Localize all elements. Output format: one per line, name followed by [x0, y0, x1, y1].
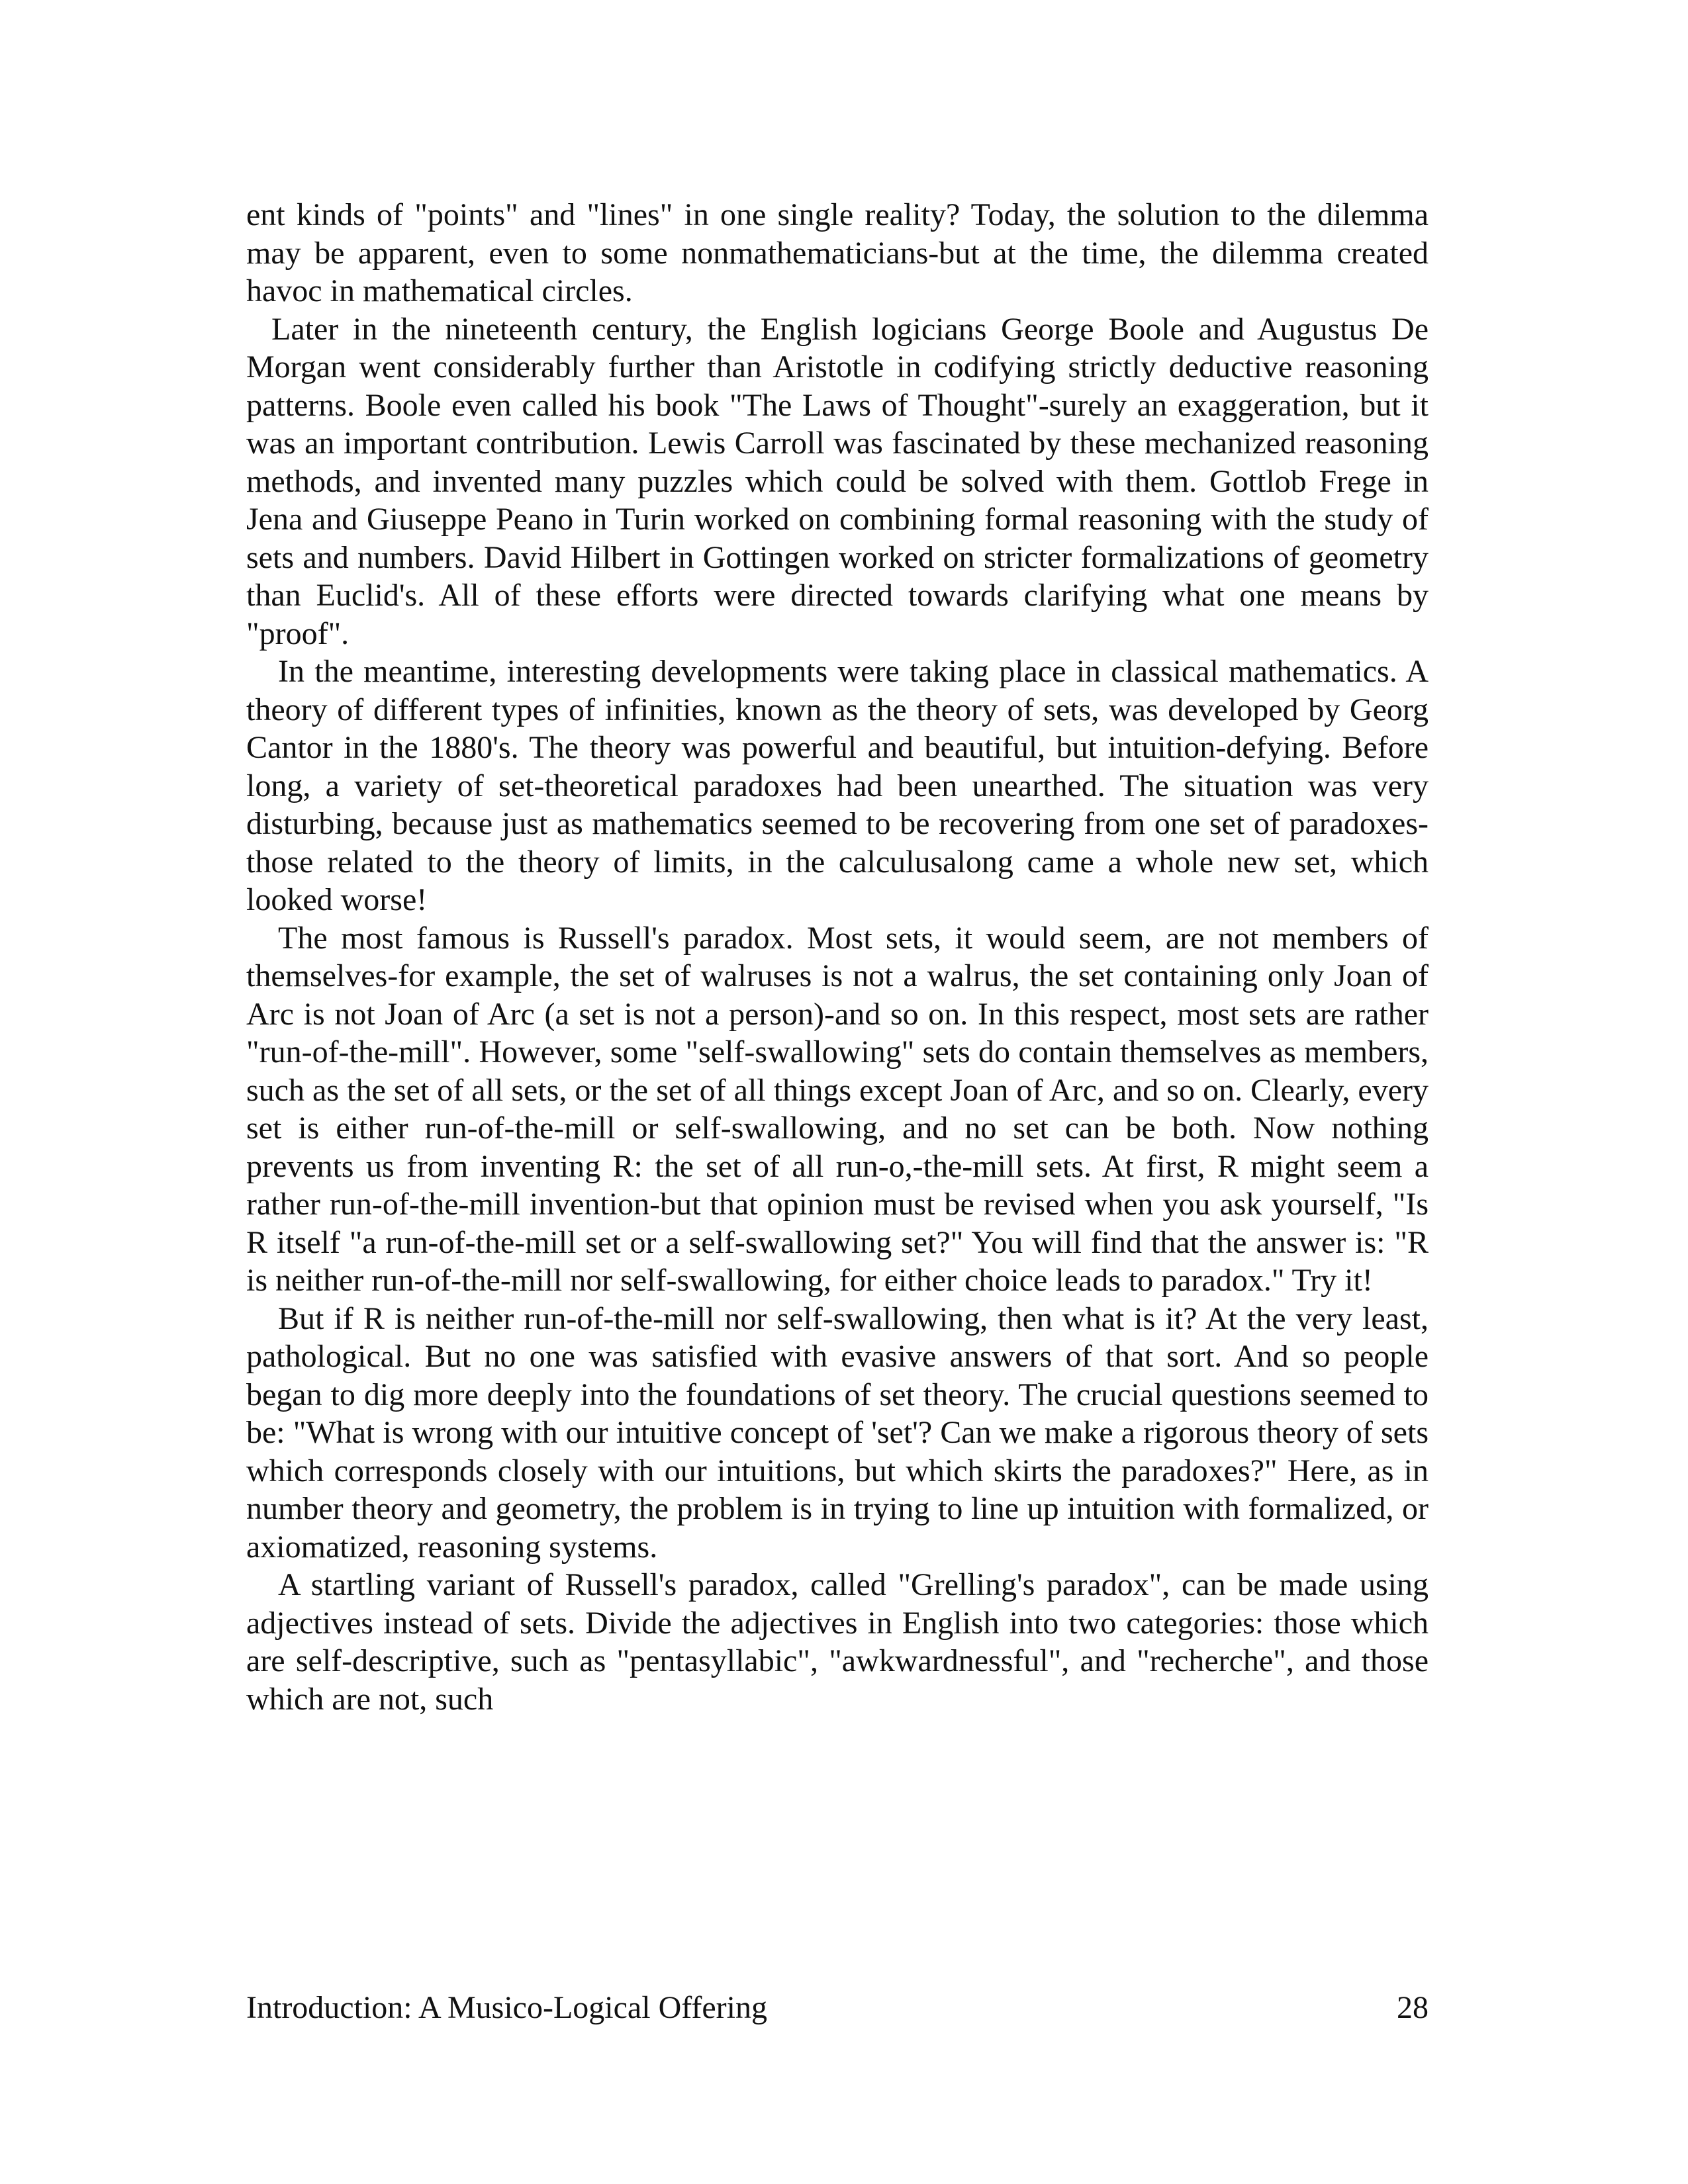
footer-title: Introduction: A Musico-Logical Offering: [246, 1990, 767, 2025]
paragraph-2: Later in the nineteenth century, the English logicians George Boole and Augustus De Morgan went considerably further than Aristotle in codifying strictly deductive reasoning patterns. Boole even called his book "The Laws of Thought"-surely an exaggeration, but it was an important contribution. Lewis Carroll was fascinated by these mechanized reasoning methods, and invented many puzzles which could be solved with them. Gottlob Frege in Jena and Giuseppe Peano in Turin worked on combining formal reasoning with the study of sets and numbers. David Hilbert in Gottingen worked on stricter formalizations of geometry than Euclid's. All of these efforts were directed towards clarifying what one means by "proof".: [246, 311, 1429, 651]
paragraph-5: But if R is neither run-of-the-mill nor self-swallowing, then what is it? At the very least, pathological. But no one was satisfied with evasive answers of that sort. And so people began to dig more deeply into the foundations of set theory. The crucial questions seemed to be: "What is wrong with our intuitive concept of 'set'? Can we make a rigorous theory of sets which corresponds closely with our intuitions, but which skirts the paradoxes?" Here, as in number theory and geometry, the problem is in trying to line up intuition with formalized, or axiomatized, reasoning systems.: [246, 1300, 1429, 1565]
page-number: 28: [1397, 1990, 1429, 2025]
paragraph-1: ent kinds of "points" and "lines" in one single reality? Today, the solution to the dilemma may be apparent, even to some nonmathematicians-but at the time, the dilemma created havoc in mathematical circles.: [246, 197, 1429, 308]
paragraph-4: The most famous is Russell's paradox. Most sets, it would seem, are not members of themselves-for example, the set of walruses is not a walrus, the set containing only Joan of Arc is not Joan of Arc (a set is not a person)-and so on. In this respect, most sets are rather "run-of-the-mill". However, some "self-swallowing" sets do contain themselves as members, such as the set of all sets, or the set of all things except Joan of Arc, and so on. Clearly, every set is either run-of-the-mill or self-swallowing, and no set can be both. Now nothing prevents us from inventing R: the set of all run-o,-the-mill sets. At first, R might seem a rather run-of-the-mill invention-but that opinion must be revised when you ask yourself, "Is R itself "a run-of-the-mill set or a self-swallowing set?" You will find that the answer is: "R is neither run-of-the-mill nor self-swallowing, for either choice leads to paradox." Try it!: [246, 920, 1429, 1298]
page-footer: [246, 1989, 1429, 2026]
body-text: [246, 196, 1429, 1718]
paragraph-3: In the meantime, interesting developments were taking place in classical mathematics. A theory of different types of infinities, known as the theory of sets, was developed by Georg Cantor in the 1880's. The theory was powerful and beautiful, but intuition-defying. Before long, a variety of set-theoretical paradoxes had been unearthed. The situation was very disturbing, because just as mathematics seemed to be recovering from one set of paradoxes-those related to the theory of limits, in the calculusalong came a whole new set, which looked worse!: [246, 654, 1429, 917]
paragraph-6: A startling variant of Russell's paradox, called "Grelling's paradox", can be made using adjectives instead of sets. Divide the adjectives in English into two categories: those which are self-descriptive, such as "pentasyllabic", "awkwardnessful", and "recherche", and those which are not, such: [246, 1567, 1429, 1717]
